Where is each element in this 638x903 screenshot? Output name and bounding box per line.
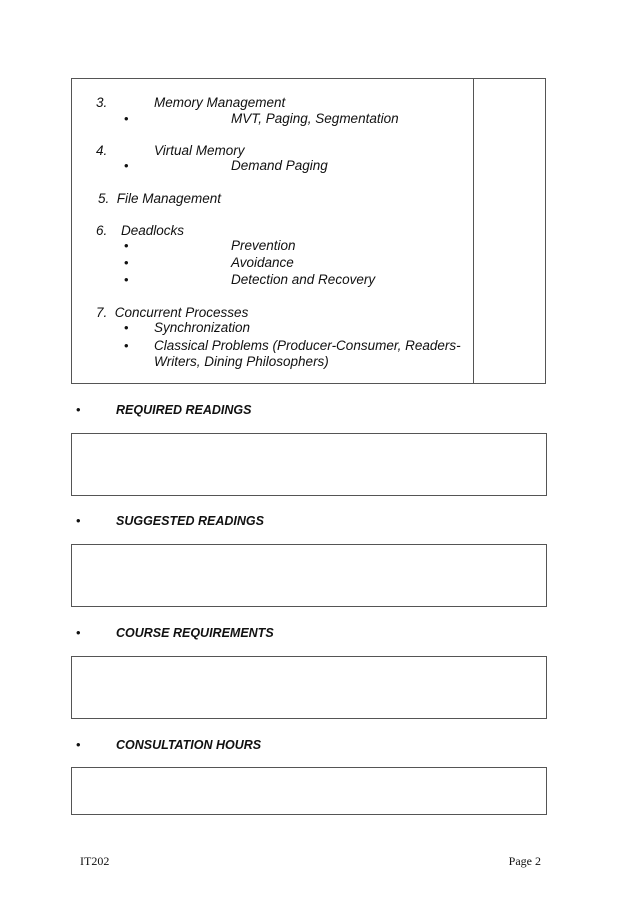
footer-course-code: IT202 [80, 854, 110, 868]
bullet-icon: • [76, 625, 81, 640]
consultation-hours-box [71, 767, 547, 815]
topic-number: 6. [96, 223, 108, 238]
topic-subitem: Demand Paging [231, 158, 328, 173]
bullet-icon: • [124, 238, 129, 253]
bullet-icon: • [124, 255, 129, 270]
topic-subitem: Prevention [231, 238, 296, 253]
section-heading-suggested-readings: SUGGESTED READINGS [116, 514, 264, 528]
topic-subitem: MVT, Paging, Segmentation [231, 111, 399, 126]
topic-title: Deadlocks [121, 223, 185, 238]
course-requirements-box [71, 656, 547, 719]
topic-subitem: Detection and Recovery [231, 272, 376, 287]
topic-title: Memory Management [154, 95, 286, 110]
bullet-icon: • [76, 402, 81, 417]
bullet-icon: • [124, 320, 129, 335]
bullet-icon: • [124, 111, 129, 126]
suggested-readings-box [71, 544, 547, 607]
table-column-divider [473, 79, 474, 383]
topic-title: 5. File Management [98, 191, 222, 206]
section-heading-required-readings: REQUIRED READINGS [116, 403, 252, 417]
bullet-icon: • [76, 737, 81, 752]
topic-subitem: Avoidance [231, 255, 294, 270]
bullet-icon: • [124, 338, 129, 353]
topic-title: Virtual Memory [154, 143, 245, 158]
bullet-icon: • [124, 158, 129, 173]
topic-subitem: Classical Problems (Producer-Consumer, Readers- [154, 338, 461, 353]
topic-subitem: Synchronization [154, 320, 251, 335]
topic-number: 3. [96, 95, 108, 110]
required-readings-box [71, 433, 547, 496]
footer-page-number: Page 2 [508, 854, 541, 868]
topic-title: 7. Concurrent Processes [96, 305, 249, 320]
topic-subitem-continued: Writers, Dining Philosophers) [154, 354, 329, 369]
section-heading-course-requirements: COURSE REQUIREMENTS [116, 626, 274, 640]
topic-number: 4. [96, 143, 108, 158]
bullet-icon: • [124, 272, 129, 287]
bullet-icon: • [76, 513, 81, 528]
section-heading-consultation-hours: CONSULTATION HOURS [116, 738, 262, 752]
